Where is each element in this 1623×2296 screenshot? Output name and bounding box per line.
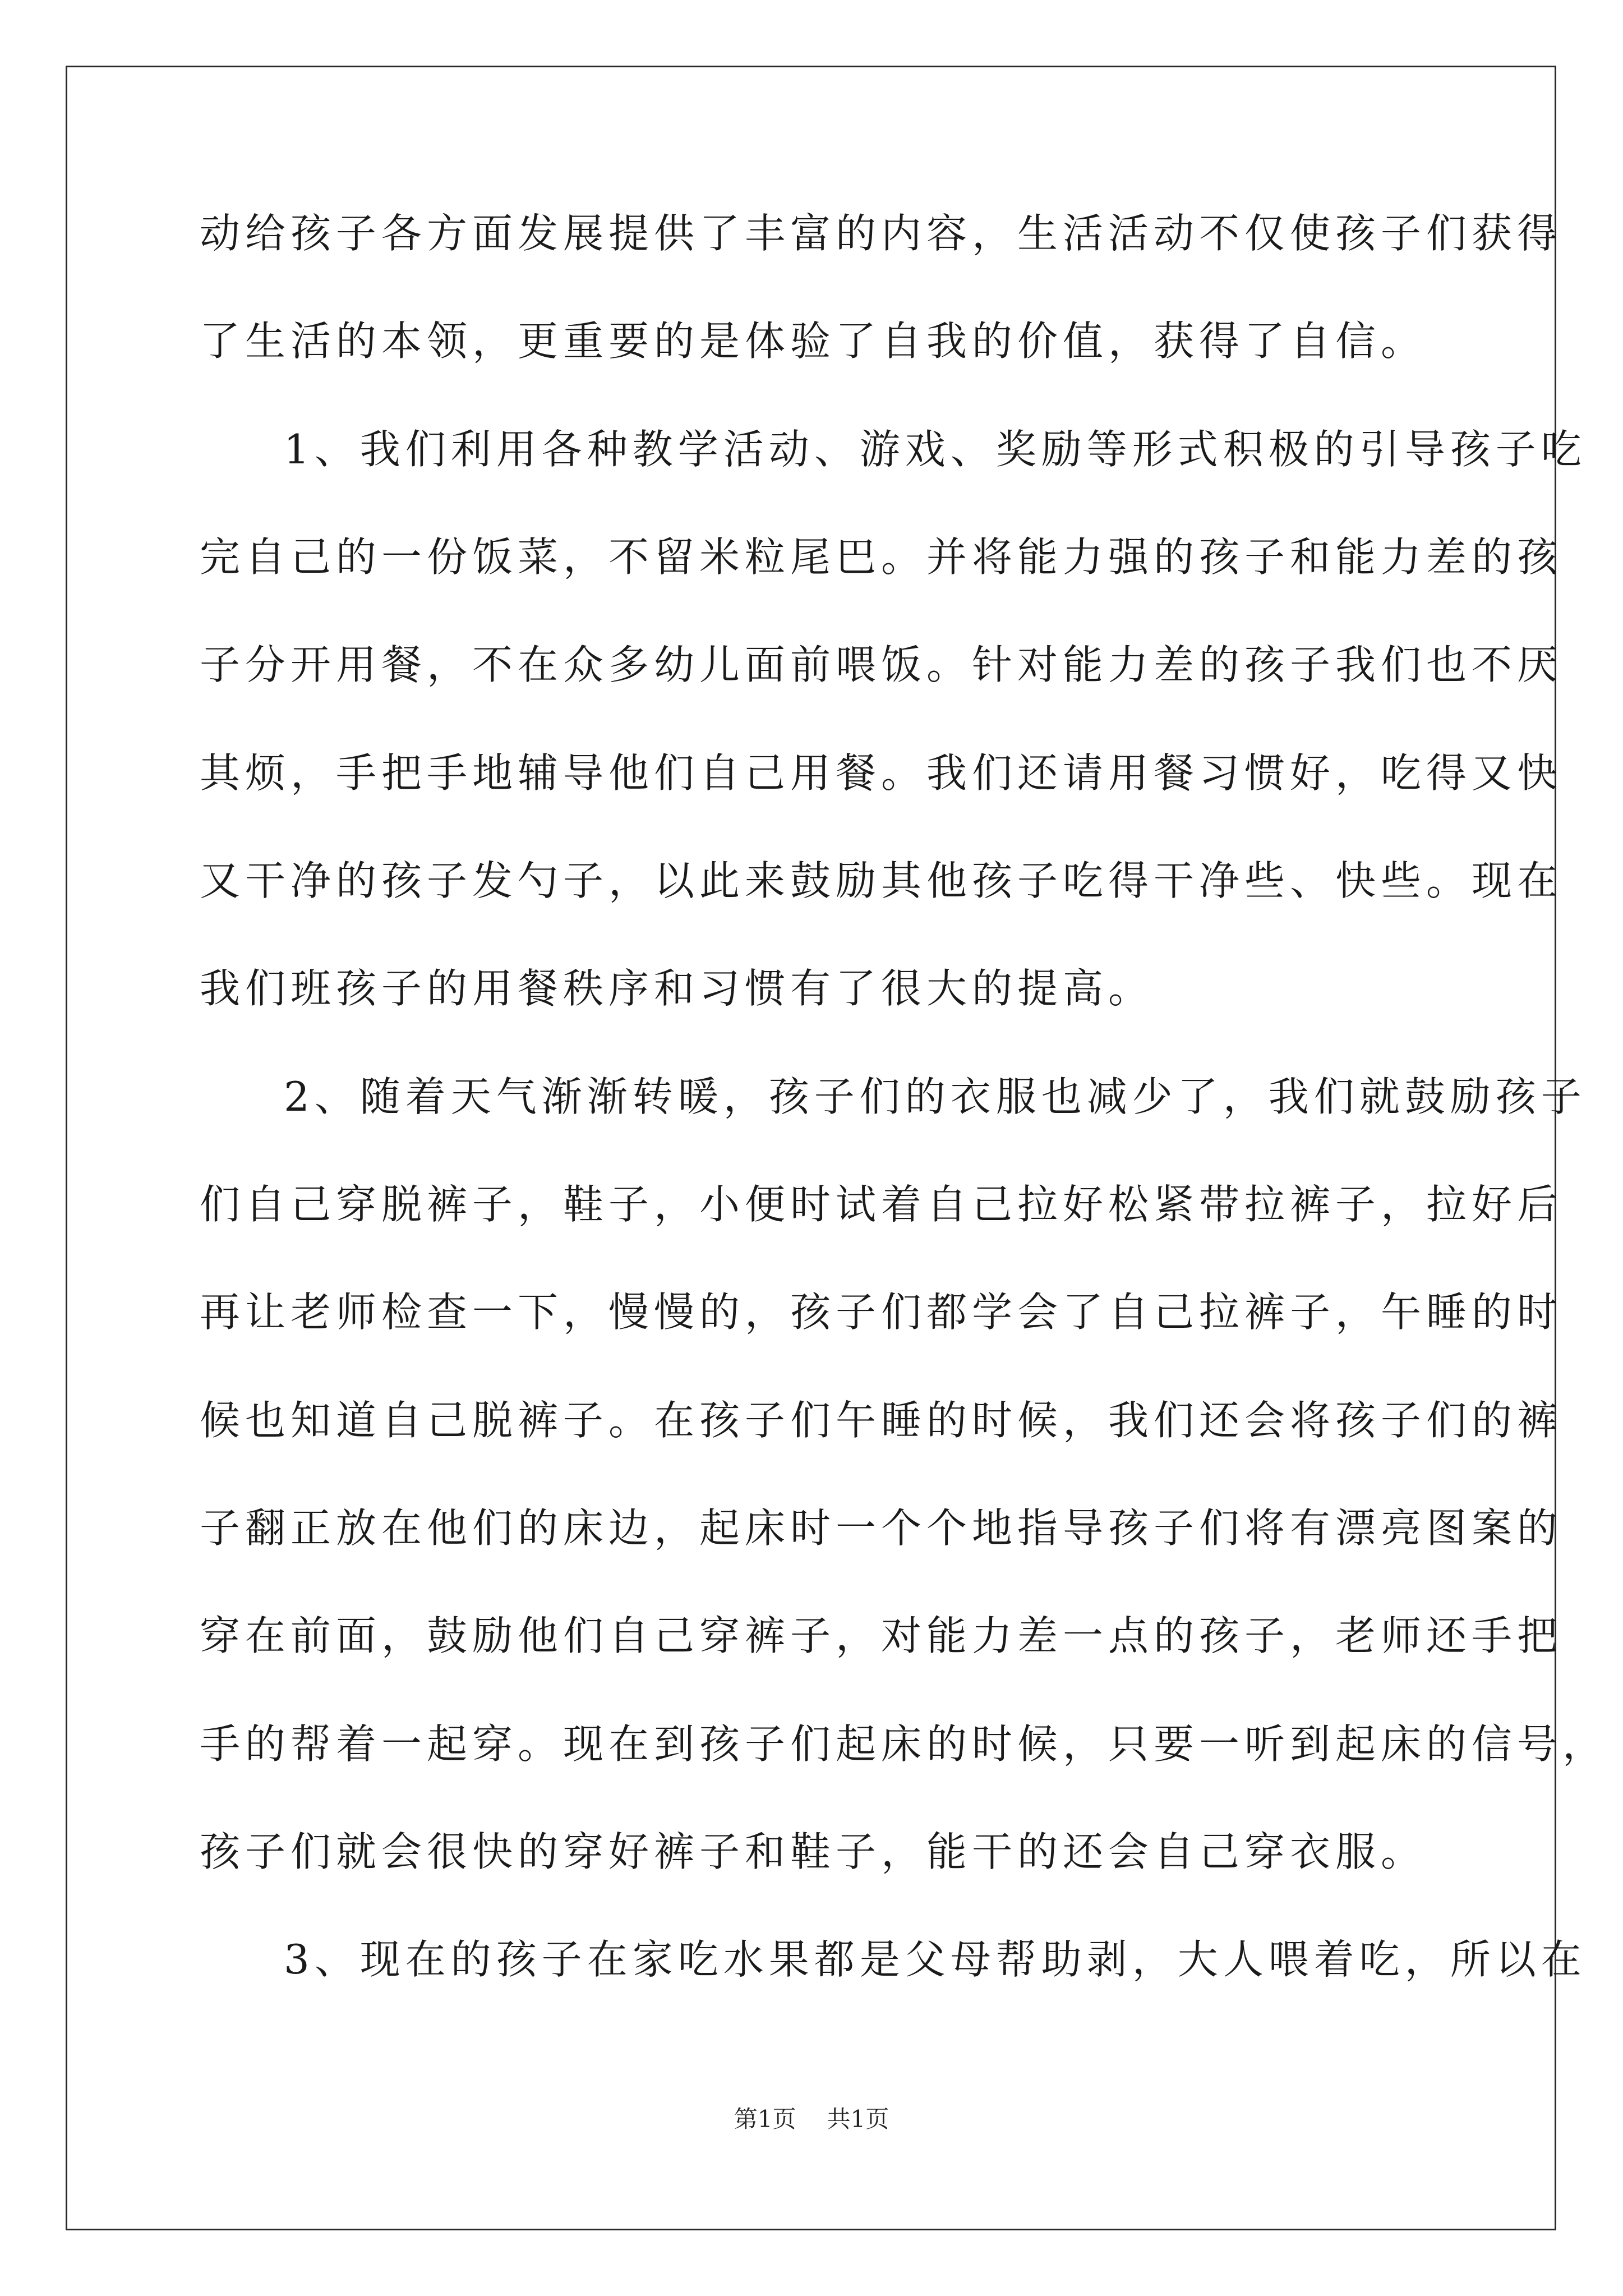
- text-line: 我们班孩子的用餐秩序和习惯有了很大的提高。: [200, 965, 1154, 1012]
- text-line: 1、我们利用各种教学活动、游戏、奖励等形式积极的引导孩子吃: [284, 426, 1587, 473]
- text-line: 了生活的本领，更重要的是体验了自我的价值，获得了自信。: [200, 318, 1427, 365]
- page-footer: [0, 2104, 1623, 2135]
- text-line: 3、现在的孩子在家吃水果都是父母帮助剥，大人喂着吃，所以在: [284, 1936, 1587, 1983]
- text-line: 完自己的一份饭菜，不留米粒尾巴。并将能力强的孩子和能力差的孩: [200, 533, 1563, 581]
- text-line: 其烦，手把手地辅导他们自己用餐。我们还请用餐习惯好，吃得又快: [200, 749, 1563, 797]
- text-line: 动给孩子各方面发展提供了丰富的内容，生活活动不仅使孩子们获得: [200, 210, 1563, 257]
- page-border: [66, 66, 1556, 2230]
- page-number-current: 第1页: [734, 2105, 796, 2133]
- text-line: 候也知道自己脱裤子。在孩子们午睡的时候，我们还会将孩子们的裤: [200, 1397, 1563, 1444]
- text-line: 子翻正放在他们的床边，起床时一个个地指导孩子们将有漂亮图案的: [200, 1504, 1563, 1552]
- text-line: 子分开用餐，不在众多幼儿面前喂饭。针对能力差的孩子我们也不厌: [200, 641, 1563, 688]
- text-line: 又干净的孩子发勺子，以此来鼓励其他孩子吃得干净些、快些。现在: [200, 857, 1563, 904]
- text-line: 手的帮着一起穿。现在到孩子们起床的时候，只要一听到起床的信号，: [200, 1720, 1608, 1768]
- text-line: 2、随着天气渐渐转暖，孩子们的衣服也减少了，我们就鼓励孩子: [284, 1073, 1587, 1120]
- page-number-total: 共1页: [827, 2105, 889, 2133]
- text-line: 孩子们就会很快的穿好裤子和鞋子，能干的还会自己穿衣服。: [200, 1828, 1427, 1875]
- text-line: 再让老师检查一下，慢慢的，孩子们都学会了自己拉裤子，午睡的时: [200, 1289, 1563, 1336]
- text-line: 们自己穿脱裤子，鞋子，小便时试着自己拉好松紧带拉裤子，拉好后: [200, 1181, 1563, 1228]
- text-line: 穿在前面，鼓励他们自己穿裤子，对能力差一点的孩子，老师还手把: [200, 1612, 1563, 1659]
